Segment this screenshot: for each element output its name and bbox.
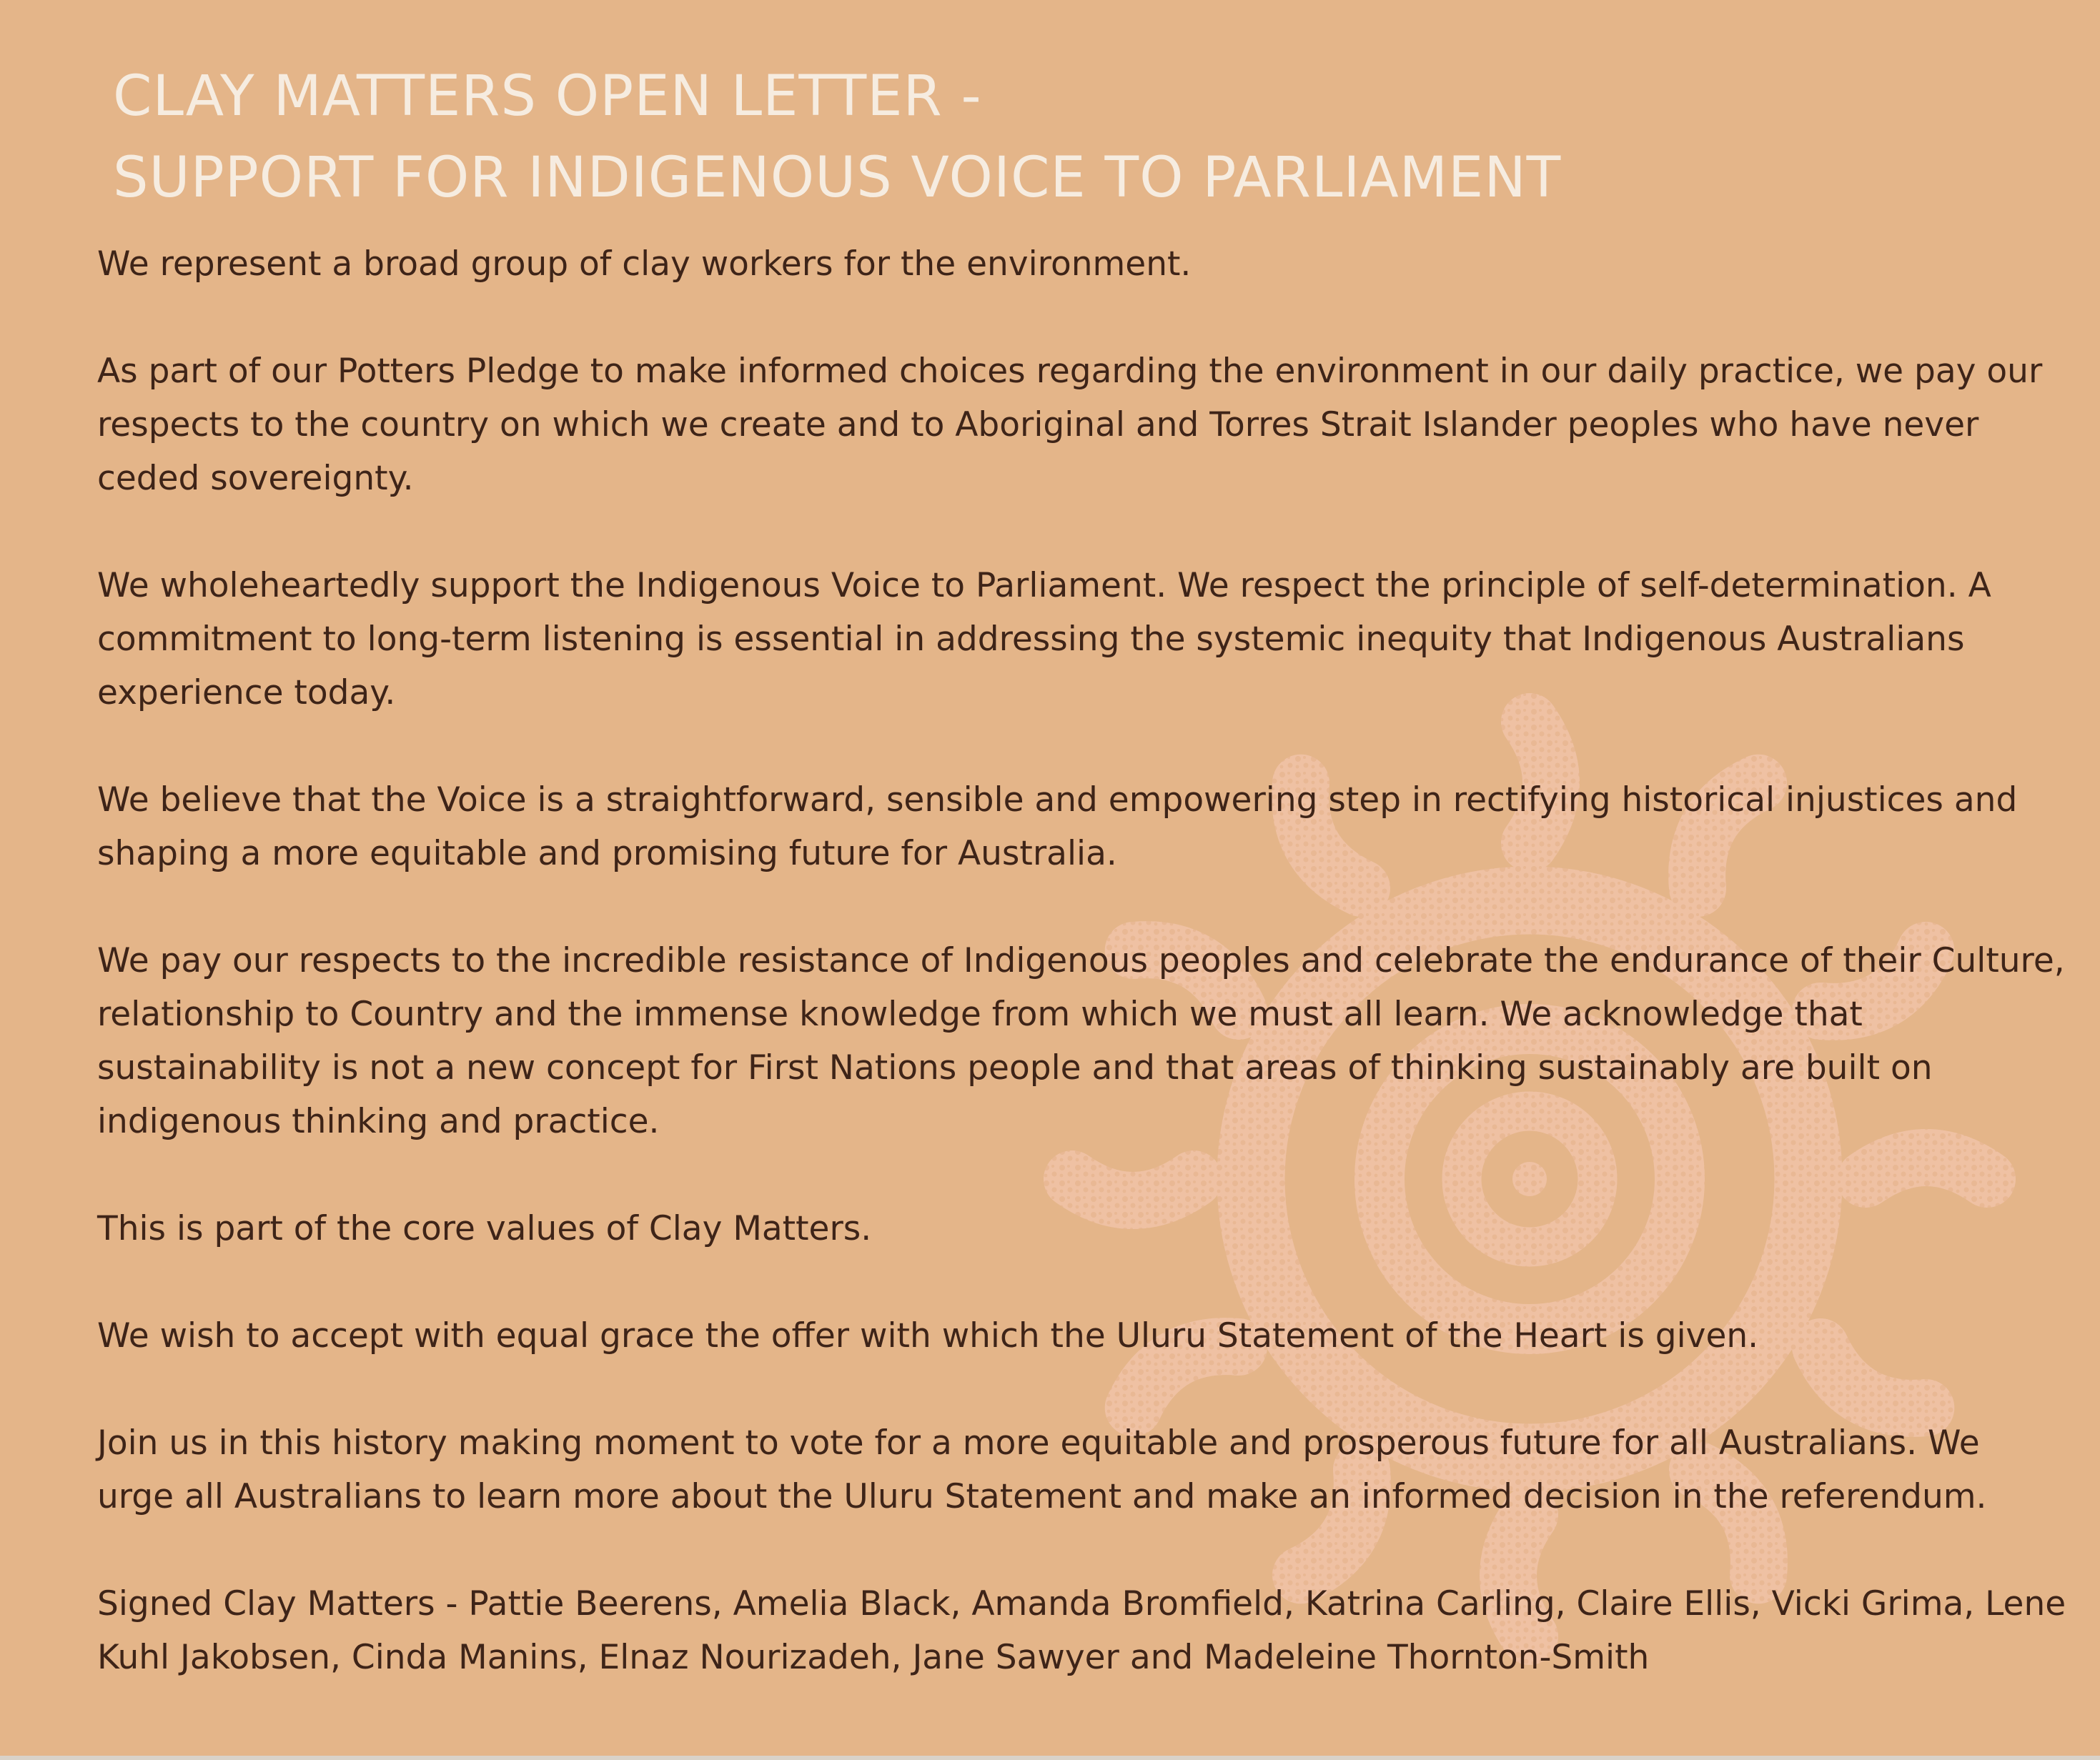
paragraph: [97, 1577, 2084, 1684]
paragraph-line: This is part of the core values of Clay Matters.: [97, 1209, 872, 1248]
paragraph: [97, 1309, 2084, 1363]
bottom-divider: [0, 1756, 2100, 1760]
paragraph: [97, 559, 2084, 720]
page-title: [113, 56, 1561, 219]
paragraph-line: urge all Australians to learn more about the Uluru Statement and make an informed decision in the referendum.: [97, 1477, 1987, 1516]
paragraph-line: ceded sovereignty.: [97, 459, 414, 498]
title-line-2: SUPPORT FOR INDIGENOUS VOICE TO PARLIAMENT: [113, 146, 1562, 210]
paragraph-line: We pay our respects to the incredible resistance of Indigenous peoples and celebrate the endurance of their Culture,: [97, 941, 2065, 980]
paragraph: [97, 237, 2084, 291]
paragraph-line: As part of our Potters Pledge to make informed choices regarding the environment in our daily practice, we pay our: [97, 352, 2043, 391]
paragraph: [97, 1416, 2084, 1523]
paragraph-line: sustainability is not a new concept for First Nations people and that areas of thinking sustainably are built on: [97, 1048, 1933, 1088]
paragraph-line: We wish to accept with equal grace the offer with which the Uluru Statement of the Heart is given.: [97, 1316, 1759, 1356]
paragraph: [97, 934, 2084, 1148]
paragraph-line: indigenous thinking and practice.: [97, 1102, 660, 1141]
paragraph: [97, 773, 2084, 880]
title-line-1: CLAY MATTERS OPEN LETTER -: [113, 64, 982, 129]
paragraph-line: Signed Clay Matters - Pattie Beerens, Amelia Black, Amanda Bromfield, Katrina Carling, Claire Ellis, Vicki Grima, Lene: [97, 1584, 2066, 1624]
letter-body: [97, 237, 2084, 1738]
paragraph-line: commitment to long-term listening is essential in addressing the systemic inequity that Indigenous Australians: [97, 620, 1965, 659]
paragraph: [97, 1202, 2084, 1256]
paragraph-line: We wholeheartedly support the Indigenous Voice to Parliament. We respect the principle of self-determination. A: [97, 566, 1991, 605]
paragraph-line: relationship to Country and the immense knowledge from which we must all learn. We acknowledge that: [97, 995, 1863, 1034]
paragraph-line: experience today.: [97, 673, 396, 712]
paragraph-line: We represent a broad group of clay workers for the environment.: [97, 244, 1192, 284]
paragraph-line: Join us in this history making moment to vote for a more equitable and prosperous future for all Australians. We: [97, 1423, 1980, 1463]
paragraph-line: shaping a more equitable and promising future for Australia.: [97, 834, 1117, 873]
paragraph: [97, 344, 2084, 505]
paragraph-line: Kuhl Jakobsen, Cinda Manins, Elnaz Nourizadeh, Jane Sawyer and Madeleine Thornton-Smith: [97, 1638, 1650, 1677]
paragraph-line: respects to the country on which we create and to Aboriginal and Torres Strait Islander peoples who have never: [97, 405, 1979, 444]
paragraph-line: We believe that the Voice is a straightforward, sensible and empowering step in rectifying historical injustices and: [97, 780, 2018, 820]
